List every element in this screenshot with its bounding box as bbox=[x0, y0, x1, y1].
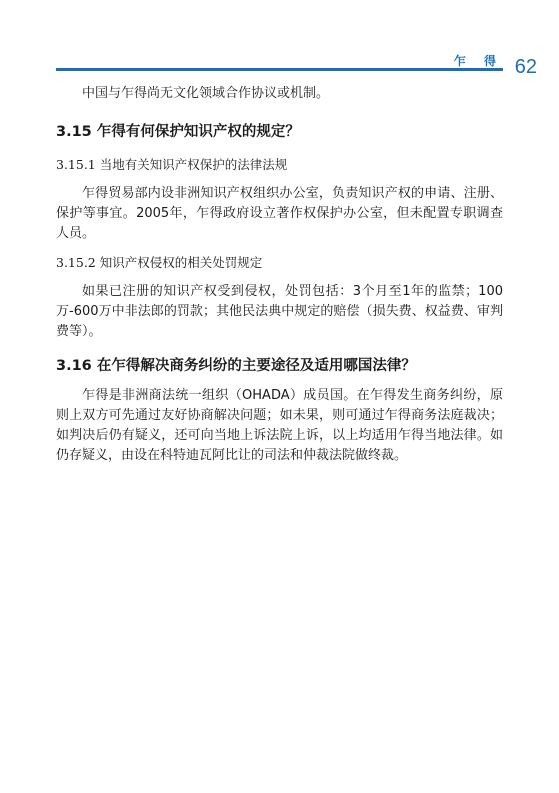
paragraph-culture-cooperation: 中国与乍得尚无文化领域合作协议或机制。 bbox=[82, 86, 330, 101]
page-number: 62 bbox=[514, 56, 537, 78]
header-rule bbox=[56, 68, 503, 71]
subsection-heading-3-15-1: 3.15.1 当地有关知识产权保护的法律法规 bbox=[56, 157, 288, 172]
section-heading-3-15: 3.15 乍得有何保护知识产权的规定？ bbox=[56, 124, 300, 140]
paragraph-dispute-resolution: 乍得是非洲商法统一组织（OHADA）成员国。在乍得发生商务纠纷，原则上双方可先通过友好协商解决问题；如未果，则可通过乍得商务法庭裁决；如判决后仍有疑义，还可向当地上诉法院上诉，以上均适用乍得当地法律。如仍存疑义，由设在科特迪瓦阿比让的司法和仲裁法院做终裁。 bbox=[56, 388, 503, 463]
page-content bbox=[56, 84, 503, 466]
subsection-heading-3-15-2: 3.15.2 知识产权侵权的相关处罚规定 bbox=[56, 255, 263, 270]
section-heading-3-16: 3.16 在乍得解决商务纠纷的主要途径及适用哪国法律？ bbox=[56, 358, 416, 374]
paragraph-ip-penalties: 如果已注册的知识产权受到侵权，处罚包括：3个月至1年的监禁；100万-600万中非法郎的罚款；其他民法典中规定的赔偿（损失费、权益费、审判费等）。 bbox=[56, 284, 503, 339]
running-header-country: 乍 得 bbox=[453, 54, 503, 68]
paragraph-ip-office: 乍得贸易部内设非洲知识产权组织办公室，负责知识产权的申请、注册、保护等事宜。2005年，乍得政府设立著作权保护办公室，但未配置专职调查人员。 bbox=[56, 186, 503, 241]
